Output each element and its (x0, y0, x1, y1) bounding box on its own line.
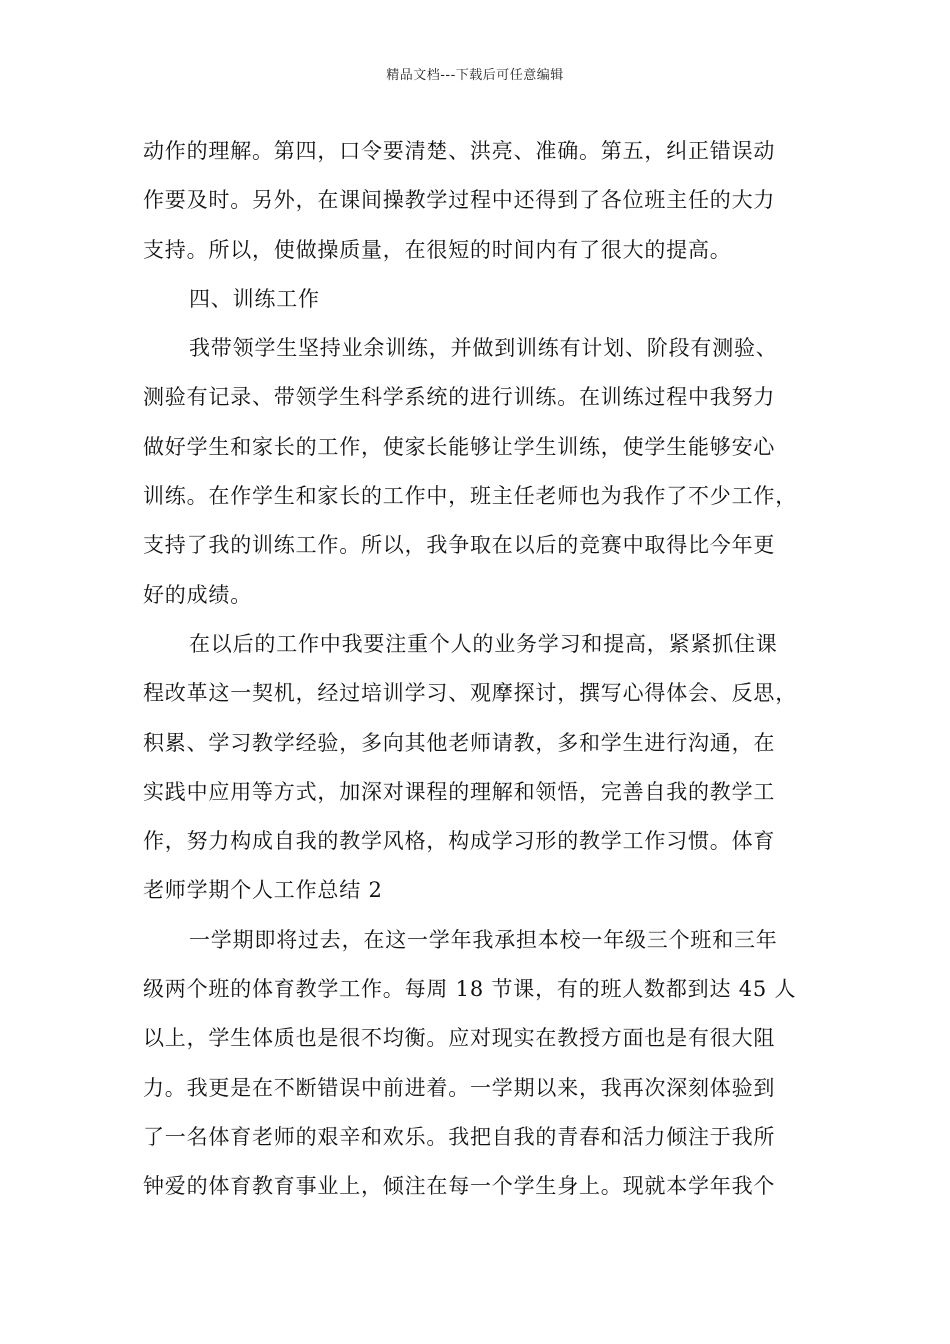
text-line: 支持。所以，使做操质量，在很短的时间内有了很大的提高。 (143, 237, 732, 262)
section-heading: 四、训练工作 (189, 286, 320, 311)
text-line: 我带领学生坚持业余训练，并做到训练有计划、阶段有测验、 (189, 336, 778, 361)
text-line: 做好学生和家长的工作，使家长能够让学生训练，使学生能够安心 (143, 434, 776, 459)
text-line: 了一名体育老师的艰辛和欢乐。我把自我的青春和活力倾注于我所 (143, 1124, 776, 1149)
text-line: 在以后的工作中我要注重个人的业务学习和提高，紧紧抓住课 (189, 631, 778, 656)
document-body (143, 127, 833, 1212)
text-line: 一学期即将过去，在这一学年我承担本校一年级三个班和三年 (189, 927, 778, 952)
text-line: 程改革这一契机，经过培训学习、观摩探讨，撰写心得体会、反思， (143, 681, 797, 706)
text-line: 作，努力构成自我的教学风格，构成学习形的教学工作习惯。体育 (143, 829, 776, 854)
text-line: 级两个班的体育教学工作。每周 18 节课，有的班人数都到达 45 人 (143, 977, 797, 1002)
text-line: 钟爱的体育教育事业上，倾注在每一个学生身上。现就本学年我个 (143, 1174, 776, 1199)
text-line: 以上，学生体质也是很不均衡。应对现实在教授方面也是有很大阻 (143, 1026, 776, 1051)
text-line: 力。我更是在不断错误中前进着。一学期以来，我再次深刻体验到 (143, 1075, 776, 1100)
page-header: 精品文档---下载后可任意编辑 (386, 68, 564, 83)
text-line: 测验有记录、带领学生科学系统的进行训练。在训练过程中我努力 (143, 385, 776, 410)
text-line: 老师学期个人工作总结 2 (143, 878, 383, 903)
text-line: 实践中应用等方式，加深对课程的理解和领悟，完善自我的教学工 (143, 779, 776, 804)
text-line: 支持了我的训练工作。所以，我争取在以后的竞赛中取得比今年更 (143, 533, 776, 558)
text-line: 积累、学习教学经验，多向其他老师请教，多和学生进行沟通，在 (143, 730, 776, 755)
text-line: 训练。在作学生和家长的工作中，班主任老师也为我作了不少工作， (143, 484, 797, 509)
text-line: 动作的理解。第四，口令要清楚、洪亮、准确。第五，纠正错误动 (143, 139, 776, 163)
text-line: 作要及时。另外，在课间操教学过程中还得到了各位班主任的大力 (143, 188, 776, 213)
text-line: 好的成绩。 (143, 582, 252, 607)
